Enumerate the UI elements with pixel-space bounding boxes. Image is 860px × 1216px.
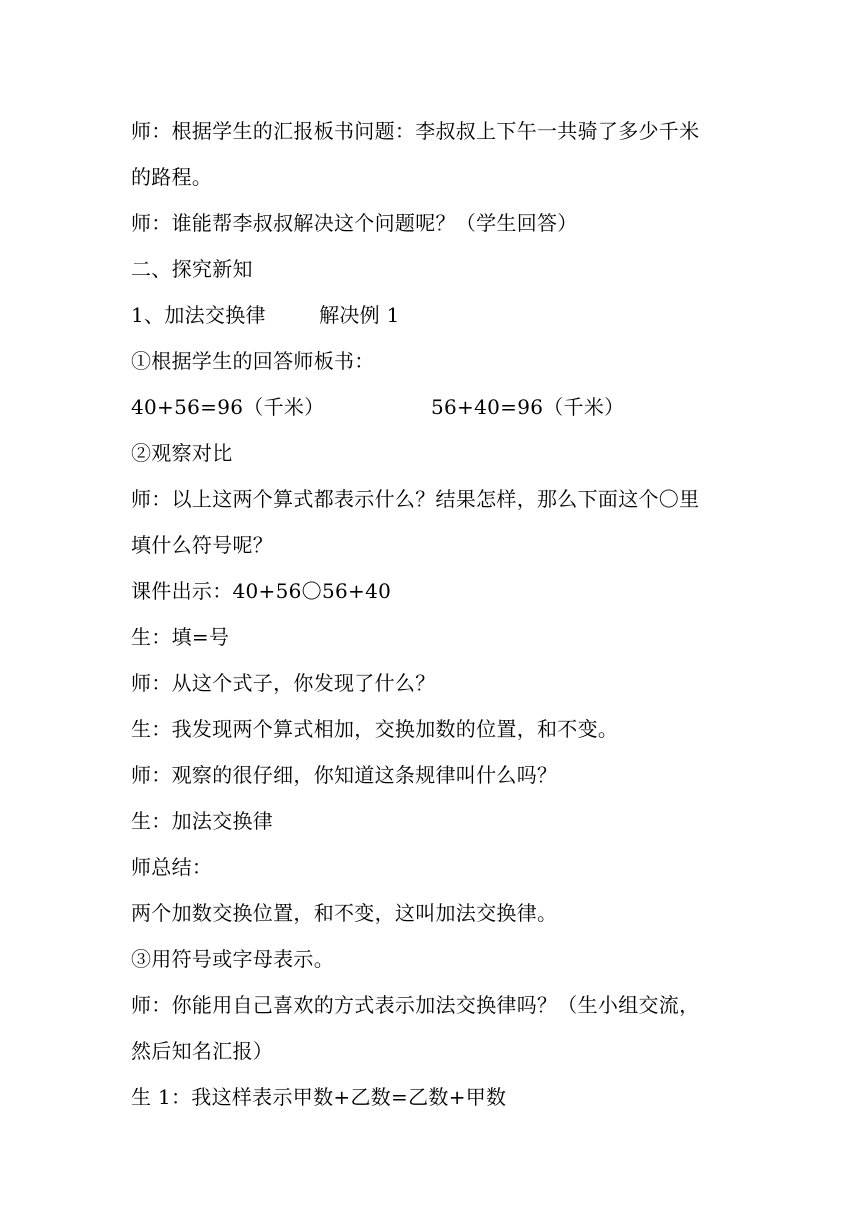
- text-line: 师：观察的很仔细，你知道这条规律叫什么吗？: [131, 763, 558, 787]
- text-line: 然后知名汇报）: [131, 1039, 274, 1063]
- text-line: 课件出示：40+56〇56+40: [131, 579, 392, 603]
- text-line: 师：从这个式子，你发现了什么？: [131, 671, 436, 695]
- text-line: 两个加数交换位置，和不变，这叫加法交换律。: [131, 901, 558, 925]
- text-line: ②观察对比: [131, 441, 233, 465]
- section-heading: 二、探究新知: [131, 257, 253, 281]
- text-line: 生：填=号: [131, 625, 230, 649]
- text-line: 生 1：我这样表示甲数+乙数=乙数+甲数: [131, 1085, 507, 1109]
- equation-line: 40+56=96（千米） 56+40=96（千米）: [131, 395, 625, 419]
- text-line: 填什么符号呢？: [131, 533, 274, 557]
- text-line: 生：我发现两个算式相加，交换加数的位置，和不变。: [131, 717, 619, 741]
- text-line: ③用符号或字母表示。: [131, 947, 334, 971]
- text-line: 生：加法交换律: [131, 809, 274, 833]
- text-line: 师：以上这两个算式都表示什么？结果怎样，那么下面这个〇里: [131, 487, 700, 511]
- subsection-heading: 1、加法交换律 解决例 1: [131, 303, 400, 327]
- text-line: 师总结：: [131, 855, 213, 879]
- text-line: 师：根据学生的汇报板书问题：李叔叔上下午一共骑了多少千米: [131, 119, 700, 143]
- text-line: 师：你能用自己喜欢的方式表示加法交换律吗？（生小组交流，: [131, 993, 700, 1017]
- text-line: ①根据学生的回答师板书：: [131, 349, 375, 373]
- document-body: [131, 108, 741, 1120]
- text-line: 的路程。: [131, 165, 213, 189]
- text-line: 师：谁能帮李叔叔解决这个问题呢？（学生回答）: [131, 211, 578, 235]
